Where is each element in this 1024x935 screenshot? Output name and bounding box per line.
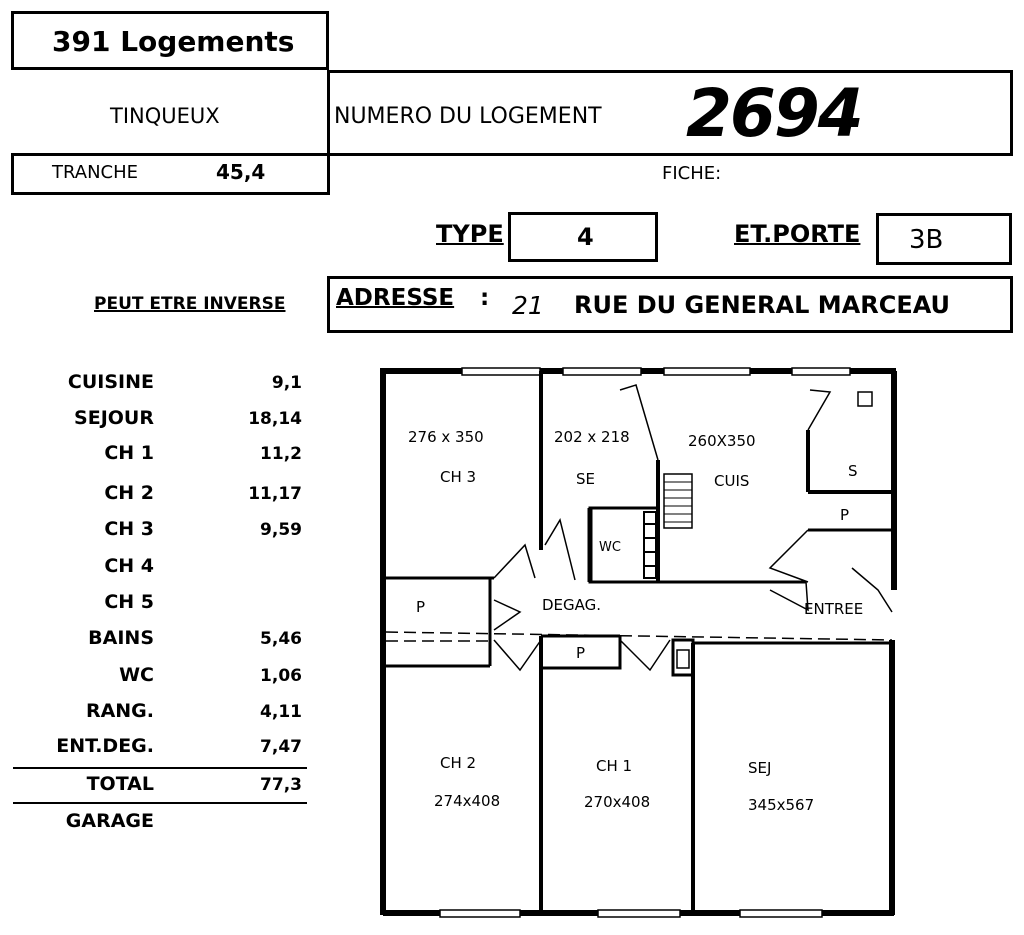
adresse-label: ADRESSE [336,285,455,311]
room-dims-cuis: 260X350 [688,432,756,450]
area-row-ch2 [10,482,310,512]
room-name-wc: WC [599,540,621,555]
area-value: 9,1 [271,373,302,393]
window [664,368,750,375]
numero-box [327,70,1013,156]
room-name-se: SE [576,470,595,488]
stair [664,474,692,528]
tranche-value: 45,4 [216,160,266,184]
shelving [644,512,656,578]
inverse-note: PEUT ETRE INVERSE [94,294,286,314]
area-value: 4,11 [260,702,302,722]
appliance [858,392,872,406]
total-divider-top [13,767,307,769]
room-dims-ch3: 276 x 350 [408,428,484,446]
title-box [11,11,329,70]
door-swing [770,530,808,582]
area-label: CUISINE [67,371,154,393]
wall-p-middle [541,636,620,668]
room-name-sej: SEJ [748,759,772,777]
area-value: 7,47 [260,737,302,757]
door-swing [494,640,541,670]
room-name-p-left: P [416,598,426,616]
area-value: 18,14 [248,409,302,429]
wall-rang [673,640,693,675]
adresse-colon: : [480,285,490,311]
door-swing [770,582,808,610]
area-label: CH 4 [104,555,154,577]
area-row-sejour [10,407,310,437]
room-name-s: S [848,462,858,480]
area-label: BAINS [88,627,154,649]
area-value: 11,2 [260,444,302,464]
tranche-box [11,153,330,195]
room-name-ch3: CH 3 [440,468,477,486]
adresse-box [327,276,1013,333]
total-divider-bottom [13,802,307,804]
shelving-lines [644,524,656,566]
door-swing [852,568,892,612]
fiche-label: FICHE: [662,163,722,184]
room-name-ch2: CH 2 [440,754,477,772]
adresse-street: RUE DU GENERAL MARCEAU [574,291,951,319]
type-label: TYPE [436,220,504,248]
area-label: ENT.DEG. [56,735,154,757]
area-value: 9,59 [260,520,302,540]
total-value: 77,3 [260,775,302,795]
room-dims-se: 202 x 218 [554,428,630,446]
door-swing [494,600,520,630]
area-row-entdeg [10,735,310,765]
area-row-garage [10,810,310,840]
window [598,910,680,917]
etporte-value: 3B [909,225,944,255]
area-label: CH 3 [104,518,154,540]
area-label: CH 5 [104,591,154,613]
numero-label: NUMERO DU LOGEMENT [334,104,602,129]
area-row-bains [10,627,310,657]
room-name-entree: ENTREE [804,600,864,618]
etporte-label: ET.PORTE [734,220,861,248]
wall-wc-box [590,508,658,582]
area-value: 5,46 [260,629,302,649]
room-name-cuis: CUIS [714,472,750,490]
dashed-line [386,632,892,640]
area-label: CH 2 [104,482,154,504]
area-row-ch5 [10,591,310,621]
document-title: 391 Logements [52,25,295,58]
type-value: 4 [577,223,594,251]
area-row-rang [10,700,310,730]
window [440,910,520,917]
area-label: CH 1 [104,442,154,464]
window [740,910,822,917]
door-swing [545,520,575,580]
area-row-ch3 [10,518,310,548]
area-row-ch4 [10,555,310,585]
etporte-box [876,213,1012,265]
room-dims-ch1: 270x408 [584,793,651,811]
door-swing [620,385,658,460]
window [792,368,850,375]
area-label: WC [119,664,154,686]
window [563,368,641,375]
total-label: TOTAL [86,773,154,795]
commune-name: TINQUEUX [110,104,220,128]
type-box [508,212,658,262]
room-name-degag: DEGAG. [542,596,602,614]
area-row-wc [10,664,310,694]
door-swing [620,640,670,670]
area-row-total [10,773,310,803]
adresse-number: 21 [512,291,544,320]
area-label: SEJOUR [74,407,154,429]
door-swing [808,390,830,430]
area-row-cuisine [10,371,310,401]
area-label: RANG. [85,700,154,722]
room-dims-ch2: 274x408 [434,792,501,810]
area-row-ch1 [10,442,310,472]
door-swing [494,545,535,578]
room-name-ch1: CH 1 [596,757,633,775]
appliance [677,650,689,668]
area-value: 1,06 [260,666,302,686]
room-dims-sej: 345x567 [748,796,815,814]
window [462,368,540,375]
garage-label: GARAGE [65,810,154,832]
area-value: 11,17 [248,484,302,504]
room-name-p-middle: P [576,644,586,662]
numero-value: 2694 [686,75,862,152]
tranche-label: TRANCHE [52,162,139,183]
room-name-p-top-right: P [840,506,850,524]
stair-lines [664,482,692,522]
